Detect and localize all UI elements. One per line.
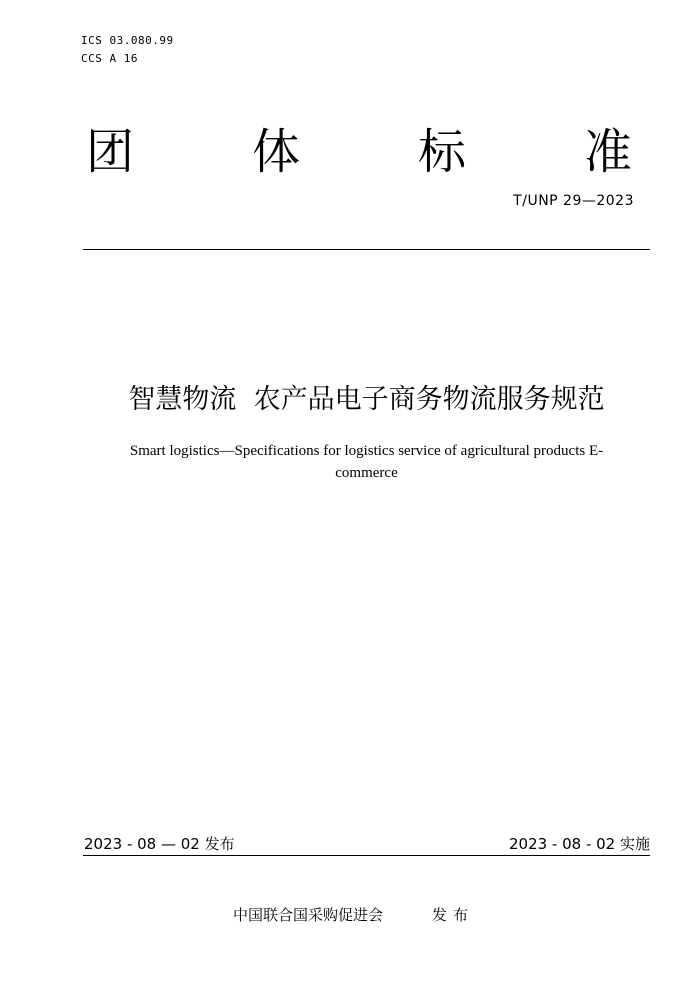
category-char-2: 体 xyxy=(252,124,301,180)
issue-label: 发布 xyxy=(432,906,475,924)
category-char-4: 准 xyxy=(584,124,633,180)
category-char-1: 团 xyxy=(86,124,135,180)
category-char-3: 标 xyxy=(418,124,467,180)
issuing-organization: 中国联合国采购促进会 xyxy=(233,906,384,924)
ics-code: ICS 03.080.99 xyxy=(81,34,174,47)
bottom-divider xyxy=(83,855,650,856)
standard-number: T/UNP 29—2023 xyxy=(513,193,634,209)
title-chinese: 智慧物流 农产品电子商务物流服务规范 xyxy=(128,384,605,415)
issue-date: 2023 - 08 — 02 发布 xyxy=(84,835,235,853)
implementation-date: 2023 - 08 - 02 实施 xyxy=(508,835,650,853)
ccs-code: CCS A 16 xyxy=(81,52,138,65)
top-divider xyxy=(83,249,650,250)
title-english: Smart logistics—Specifications for logistics service of agricultural products E-commerce xyxy=(129,443,604,481)
